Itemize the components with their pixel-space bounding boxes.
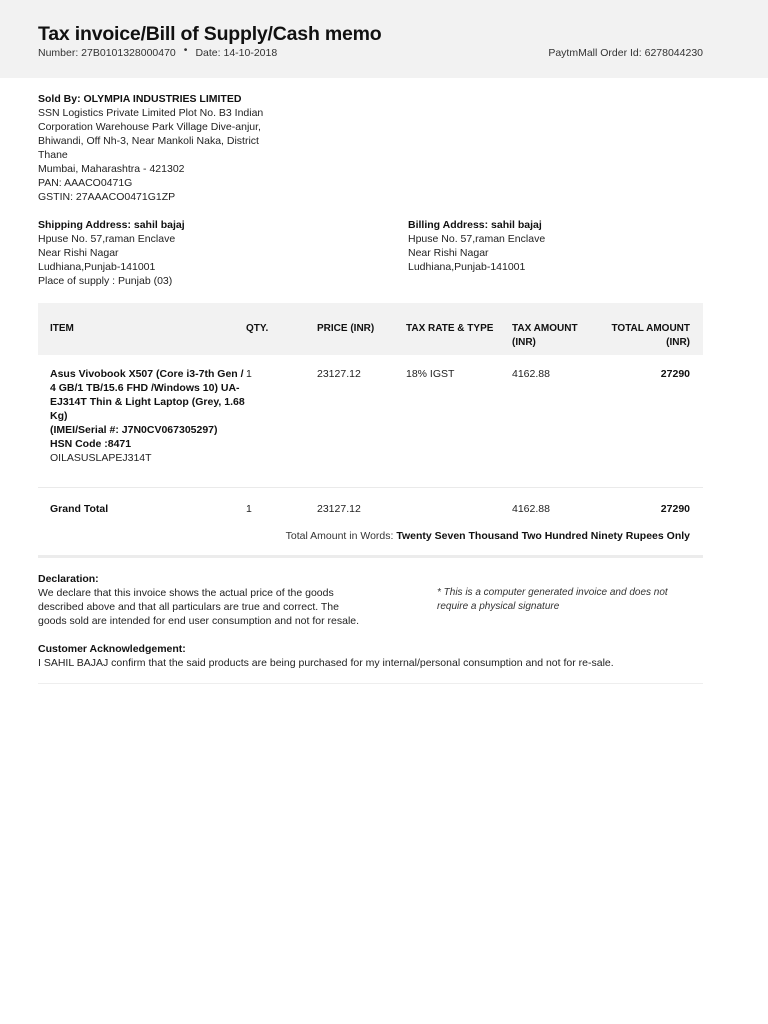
acknowledgement-heading: Customer Acknowledgement: xyxy=(38,643,186,655)
computer-generated-note xyxy=(437,586,677,614)
item-price: 23127.12 xyxy=(317,368,361,380)
sold-by-line: Bhiwandi, Off Nh-3, Near Mankoli Naka, District xyxy=(38,135,259,147)
amount-in-words xyxy=(286,529,690,543)
note-line: require a physical signature xyxy=(437,601,560,612)
item-qty: 1 xyxy=(246,368,252,380)
note-line: * This is a computer generated invoice and does not xyxy=(437,587,668,598)
sold-by-line: Mumbai, Maharashtra - 421302 xyxy=(38,163,185,175)
shipping-line: Hpuse No. 57,raman Enclave xyxy=(38,233,176,245)
row-divider xyxy=(38,487,703,488)
invoice-table xyxy=(38,303,703,542)
grand-total-tax: 4162.88 xyxy=(512,503,550,515)
item-name-line: Kg) xyxy=(50,410,68,422)
billing-line: Near Rishi Nagar xyxy=(408,247,489,259)
billing-line: Hpuse No. 57,raman Enclave xyxy=(408,233,546,245)
amount-in-words-value: Twenty Seven Thousand Two Hundred Ninety Rupees Only xyxy=(396,530,690,542)
customer-acknowledgement xyxy=(38,642,703,670)
sold-by-line: Thane xyxy=(38,149,68,161)
grand-total-label: Grand Total xyxy=(50,503,109,515)
billing-line: Ludhiana,Punjab-141001 xyxy=(408,261,526,273)
col-tax-amount-line2: (INR) xyxy=(512,337,536,348)
item-description xyxy=(50,367,250,465)
sold-by-section xyxy=(38,92,298,204)
invoice-meta xyxy=(38,46,277,60)
declaration-line: We declare that this invoice shows the actual price of the goods xyxy=(38,587,334,599)
sold-by-gstin: GSTIN: 27AAACO0471G1ZP xyxy=(38,191,176,203)
separator-dot: • xyxy=(183,44,188,56)
item-name-line: EJ314T Thin & Light Laptop (Grey, 1.68 xyxy=(50,396,245,408)
item-hsn: HSN Code :8471 xyxy=(50,438,132,450)
col-item: ITEM xyxy=(50,323,74,334)
col-qty: QTY. xyxy=(246,323,269,334)
page-title: Tax invoice/Bill of Supply/Cash memo xyxy=(38,23,382,45)
table-bottom-divider xyxy=(38,555,703,558)
item-total: 27290 xyxy=(660,368,690,380)
col-total xyxy=(611,322,690,350)
table-header xyxy=(38,303,703,355)
sold-by-pan: PAN: AAACO0471G xyxy=(38,177,133,189)
declaration-line: goods sold are intended for end user consumption and not for resale. xyxy=(38,615,360,627)
col-tax-rate: TAX RATE & TYPE xyxy=(406,323,494,334)
grand-total-amount: 27290 xyxy=(660,503,690,515)
billing-heading: Billing Address: sahil bajaj xyxy=(408,219,542,231)
shipping-address xyxy=(38,218,298,288)
grand-total-price: 23127.12 xyxy=(317,503,361,515)
footer-divider xyxy=(38,683,703,684)
col-tax-amount xyxy=(512,322,578,350)
invoice-header xyxy=(0,0,768,78)
col-price: PRICE (INR) xyxy=(317,323,375,334)
shipping-line: Near Rishi Nagar xyxy=(38,247,119,259)
grand-total-qty: 1 xyxy=(246,503,252,515)
col-total-line1: TOTAL AMOUNT xyxy=(611,323,690,334)
billing-address xyxy=(408,218,668,274)
declaration-heading: Declaration: xyxy=(38,573,99,585)
order-id: PaytmMall Order Id: 6278044230 xyxy=(548,47,703,59)
item-sku: OILASUSLAPEJ314T xyxy=(50,452,152,464)
shipping-line: Ludhiana,Punjab-141001 xyxy=(38,261,156,273)
place-of-supply: Place of supply : Punjab (03) xyxy=(38,275,173,287)
amount-in-words-label: Total Amount in Words: xyxy=(285,530,394,542)
sold-by-line: SSN Logistics Private Limited Plot No. B3 Indian xyxy=(38,107,264,119)
item-tax-amount: 4162.88 xyxy=(512,368,550,380)
shipping-heading: Shipping Address: sahil bajaj xyxy=(38,219,185,231)
invoice-number: Number: 27B0101328000470 xyxy=(38,47,176,59)
declaration-line: described above and that all particulars are true and correct. The xyxy=(38,601,339,613)
item-tax-rate: 18% IGST xyxy=(406,368,455,380)
col-total-line2: (INR) xyxy=(666,337,690,348)
declaration-section xyxy=(38,572,378,628)
col-tax-amount-line1: TAX AMOUNT xyxy=(512,323,578,334)
invoice-date: Date: 14-10-2018 xyxy=(195,47,278,59)
item-serial: (IMEI/Serial #: J7N0CV067305297) xyxy=(50,424,218,436)
item-name-line: 4 GB/1 TB/15.6 FHD /Windows 10) UA- xyxy=(50,382,240,394)
sold-by-heading: Sold By: OLYMPIA INDUSTRIES LIMITED xyxy=(38,93,242,105)
sold-by-line: Corporation Warehouse Park Village Dive-anjur, xyxy=(38,121,261,133)
acknowledgement-text: I SAHIL BAJAJ confirm that the said products are being purchased for my internal/personal consumption and not for re-sale. xyxy=(38,657,614,669)
item-name-line: Asus Vivobook X507 (Core i3-7th Gen / xyxy=(50,368,244,380)
